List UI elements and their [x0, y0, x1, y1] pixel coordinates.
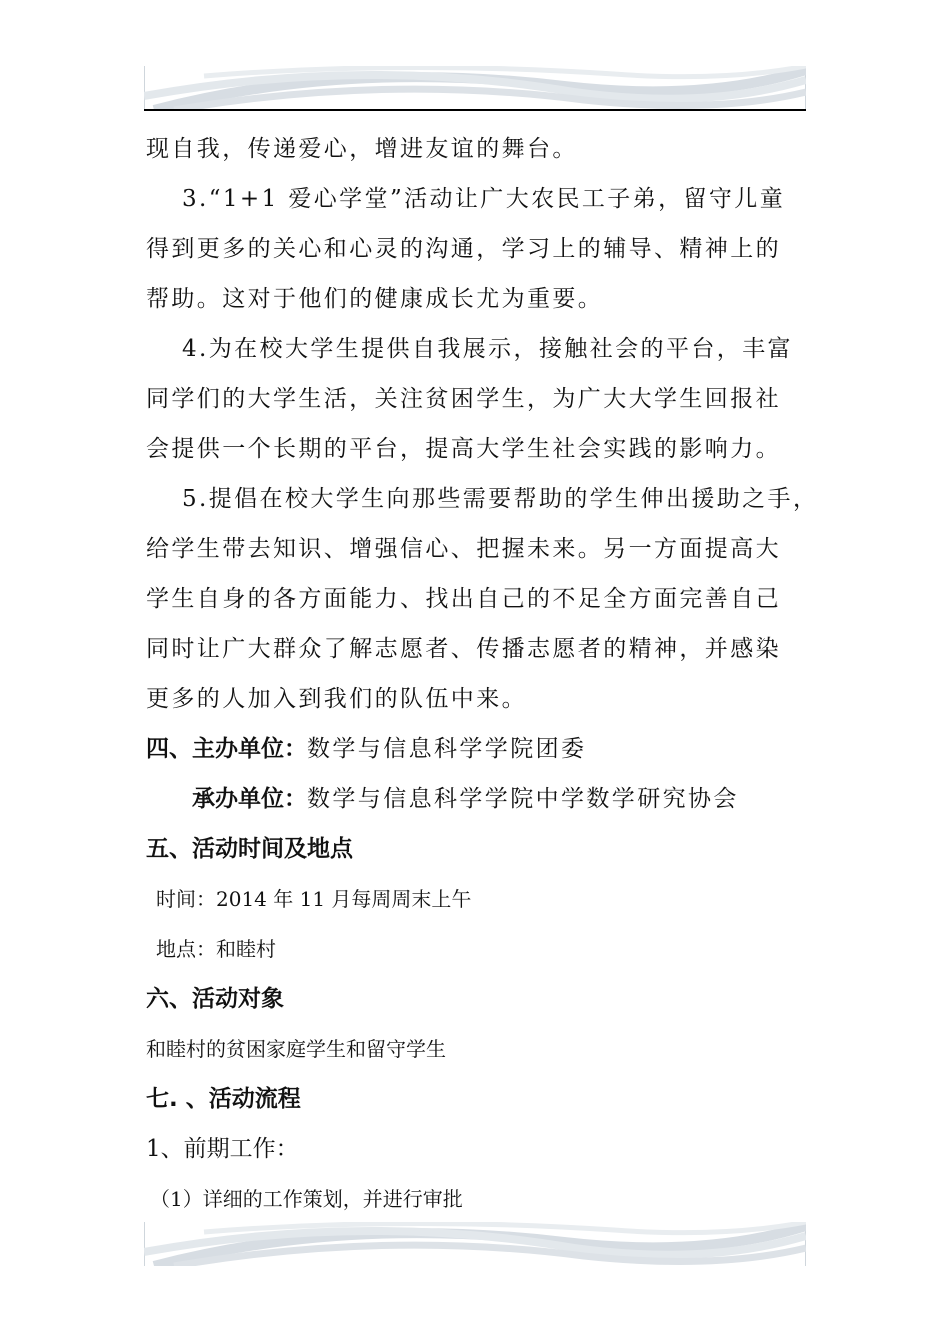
process-item: （1）详细的工作策划，并进行审批: [150, 1187, 463, 1211]
paragraph-line: 3.“1+1 爱心学堂”活动让广大农民工子弟，留守儿童: [182, 186, 786, 212]
organizer-unit-value: 数学与信息科学学院中学数学研究协会: [307, 786, 739, 812]
organizer-unit-line: [146, 774, 816, 824]
footer-decoration: [144, 1222, 806, 1266]
paragraph-line: 4.为在校大学生提供自我展示，接触社会的平台，丰富: [182, 336, 793, 362]
paragraph-line: 同时让广大群众了解志愿者、传播志愿者的精神，并感染: [146, 636, 781, 662]
paragraph-line: 会提供一个长期的平台，提高大学生社会实践的影响力。: [146, 436, 781, 462]
document-body: [146, 124, 819, 1224]
paragraph-line: 给学生带去知识、增强信心、把握未来。另一方面提高大: [146, 536, 781, 562]
host-unit-label: 四、主办单位：: [146, 736, 307, 762]
host-unit-value: 数学与信息科学学院团委: [307, 736, 587, 762]
paragraph-line: 同学们的大学生活，关注贫困学生，为广大大学生回报社: [146, 386, 781, 412]
paragraph-line: 得到更多的关心和心灵的沟通，学习上的辅导、精神上的: [146, 236, 781, 262]
activity-target: 和睦村的贫困家庭学生和留守学生: [146, 1037, 446, 1061]
section-heading-process: 七. 、活动流程: [146, 1086, 301, 1112]
header-rule: [144, 109, 806, 111]
organizer-unit-label: 承办单位：: [192, 786, 307, 812]
activity-time: 时间：2014 年 11 月每周周末上午: [156, 887, 472, 911]
subheading-preparation: [146, 1124, 816, 1174]
paragraph-line: 学生自身的各方面能力、找出自己的不足全方面完善自己: [146, 586, 781, 612]
subheading-preparation-text: 1、前期工作：: [146, 1136, 299, 1162]
header-decoration: [144, 66, 806, 110]
paragraph-line: 5.提倡在校大学生向那些需要帮助的学生伸出援助之手，: [182, 486, 819, 512]
paragraph-line: 帮助。这对于他们的健康成长尤为重要。: [146, 286, 604, 312]
section-heading-target: 六、活动对象: [146, 986, 284, 1012]
host-unit-line: [146, 724, 816, 774]
paragraph-line: 更多的人加入到我们的队伍中来。: [146, 686, 527, 712]
section-heading-time-place: 五、活动时间及地点: [146, 836, 353, 862]
activity-place: 地点：和睦村: [156, 937, 276, 961]
paragraph-line: 现自我，传递爱心，增进友谊的舞台。: [146, 136, 578, 162]
